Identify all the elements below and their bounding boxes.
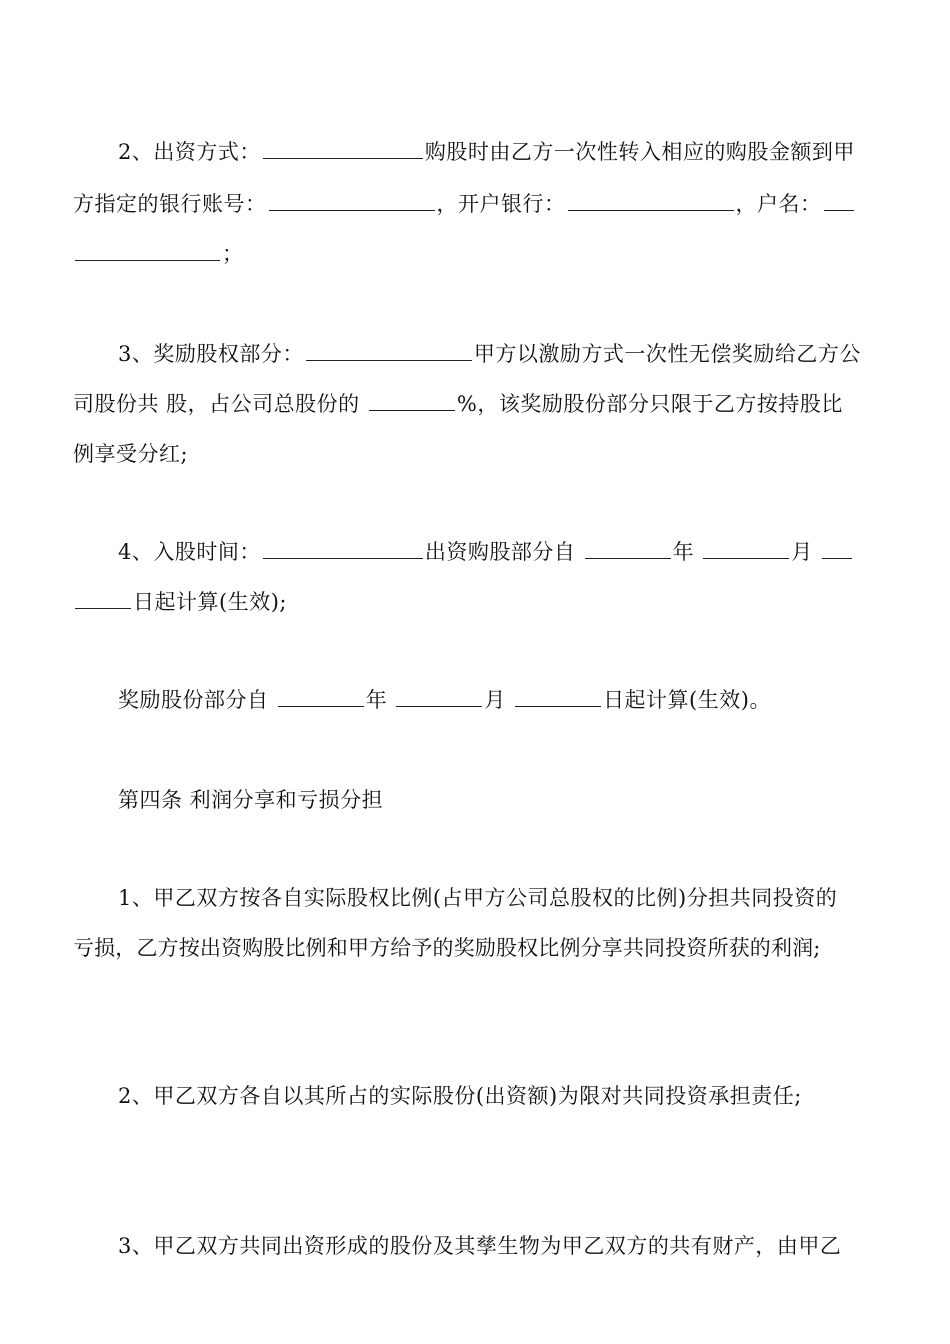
para2-line3 [73,240,244,268]
para3-text: 甲方以激励方式一次性无偿奖励给乙方公 [473,342,861,366]
account-label: 方指定的银行账号： [73,192,267,216]
item1-line2 [73,934,820,962]
fill-blank-payment-method [263,138,423,159]
account-name-label: ，户名： [735,192,822,216]
para2-label: 2、出资方式： [118,140,261,164]
fill-blank-day-start [822,538,852,559]
para2-line2 [73,190,856,218]
reward-end: 日起计算(生效)。 [603,688,771,712]
para2-text: 购股时由乙方一次性转入相应的购股金额到甲 [424,140,855,164]
article4-heading [118,786,383,814]
para3-line2 [73,390,843,418]
item1-line1 [118,884,837,912]
fill-blank-account-name-start [824,190,854,211]
reward-text: 奖励股份部分自 [118,688,269,712]
reward-year-label: 年 [365,688,388,712]
reward-month-label: 月 [484,688,506,712]
item1-text-2: 亏损，乙方按出资购股比例和甲方给予的奖励股权比例分享共同投资所获的利润; [73,936,821,960]
fill-blank-entry-time [263,538,423,559]
fill-blank-reward-equity [306,340,472,361]
fill-blank-reward-year [278,686,364,707]
fill-blank-day-end [75,588,131,609]
item2-text: 2、甲乙双方各自以其所占的实际股份(出资额)为限对共同投资承担责任; [118,1084,802,1108]
item3-text: 3、甲乙双方共同出资形成的股份及其孳生物为甲乙双方的共有财产，由甲乙 [118,1234,842,1258]
para3-end: 例享受分红; [73,442,189,466]
fill-blank-reward-month [396,686,482,707]
para4-label: 4、入股时间： [118,540,261,564]
para2-end: ； [222,242,244,266]
reward-line [118,686,771,714]
para3-shares-text: 司股份共 股，占公司总股份的 [73,392,360,416]
fill-blank-account-name-end [75,240,220,261]
bank-label: ，开户银行： [436,192,566,216]
article4-title: 第四条 利润分享和亏损分担 [118,788,384,812]
fill-blank-reward-day [515,686,601,707]
para4-end: 日起计算(生效); [133,590,287,614]
para3-line3 [73,440,188,468]
fill-blank-year [585,538,671,559]
fill-blank-account-number [269,190,435,211]
fill-blank-percentage [369,390,455,411]
para4-line1 [118,538,854,566]
item3-line1 [118,1232,841,1260]
fill-blank-bank [568,190,734,211]
para4-line2 [73,588,287,616]
fill-blank-month [703,538,789,559]
para3-line1 [118,340,861,368]
para3-percent-text: %，该奖励股份部分只限于乙方按持股比 [456,392,843,416]
item1-text-1: 1、甲乙双方按各自实际股权比例(占甲方公司总股权的比例)分担共同投资的 [118,886,838,910]
month-label: 月 [791,540,813,564]
year-label: 年 [672,540,695,564]
para4-text: 出资购股部分自 [424,540,576,564]
item2-line1 [118,1082,802,1110]
para2-line1 [118,138,855,166]
para3-label: 3、奖励股权部分： [118,342,304,366]
